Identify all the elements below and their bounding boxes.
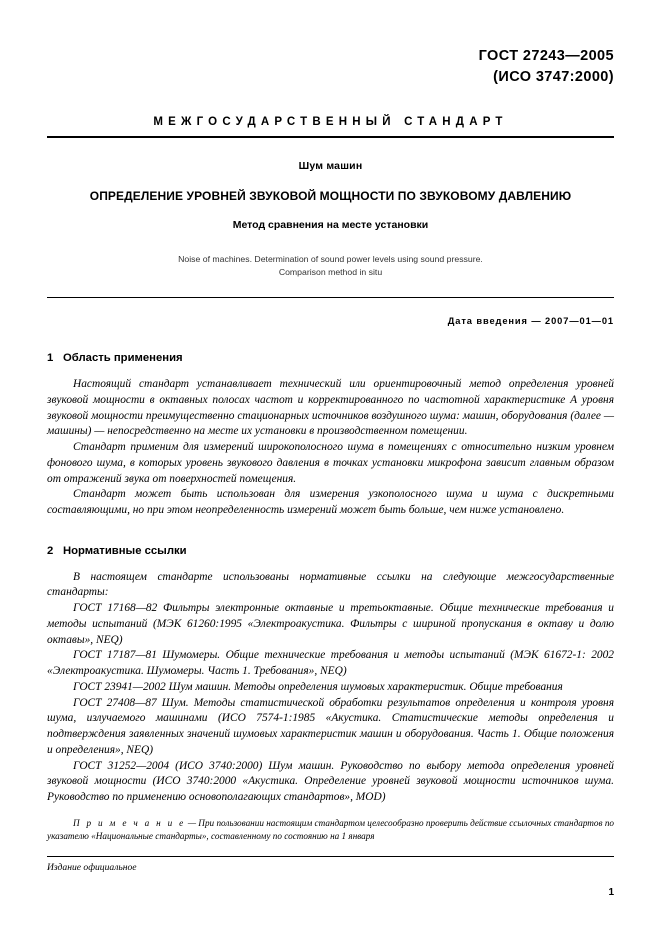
effective-date: Дата введения — 2007—01—01 (447, 316, 614, 327)
title-method: Метод сравнения на месте установки (232, 219, 429, 232)
paragraph: В настоящем стандарте использованы нормативные ссылки на следующие межгосударственные стандарты: (47, 570, 614, 599)
page-number: 1 (608, 887, 614, 898)
reference-item: ГОСТ 31252—2004 (ИСО 3740:2000) Шум машин. Руководство по выбору метода определения уровней звуковой мощности (ИСО 3740:2000 «Акустика. Определение уровней звуковой мощности источников шума. Руководство по применению основополагающих стандартов», MOD) (47, 759, 614, 804)
official-edition-label: Издание официальное (47, 862, 137, 873)
section-number-1: 1 (47, 352, 54, 365)
section-title-1: Область применения (63, 352, 183, 365)
paragraph: Стандарт может быть использован для измерения узкополосного шума и шума с дискретными составляющими, но при этом неопределенность измерений может быть больше, чем ниже установлено. (47, 488, 614, 516)
interstate-standard-banner: МЕЖГОСУДАРСТВЕННЫЙ СТАНДАРТ (153, 116, 508, 129)
title-block (47, 160, 614, 279)
title-english-line2: Comparison method in situ (278, 267, 383, 278)
title-subject: Шум машин (298, 160, 363, 173)
divider-thick (47, 136, 614, 138)
paragraph: Стандарт применим для измерений широкополосного шума в помещениях с относительно низким уровнем фонового шума, в которых уровень звукового давления в точках установки микрофона зависит главным образом от отражений звука от поверхностей помещения. (47, 441, 614, 485)
section-title-2: Нормативные ссылки (63, 544, 187, 557)
reference-item: ГОСТ 23941—2002 Шум машин. Методы определения шумовых характеристик. Общие требования (73, 680, 563, 693)
page-title: ОПРЕДЕЛЕНИЕ УРОВНЕЙ ЗВУКОВОЙ МОЩНОСТИ ПО ЗВУКОВОМУ ДАВЛЕНИЮ (89, 189, 572, 204)
section-number-2: 2 (47, 544, 54, 557)
standard-code-line2: (ИСО 3747:2000) (493, 69, 614, 86)
footer-divider (47, 856, 614, 857)
reference-item: ГОСТ 27408—87 Шум. Методы статистической обработки результатов определения и контроля уровня шума, излучаемого машинами (ИСО 7574-1:1985 «Акустика. Статистические методы определения и подтверждения заявленных значений шумовых характеристик машин и оборудования. Часть 1. Общие положения и определения», NEQ) (47, 696, 614, 756)
reference-item: ГОСТ 17168—82 Фильтры электронные октавные и третьоктавные. Общие технические требования и методы испытаний (МЭК 61260:1995 «Электроакустика. Фильтры с шириной пропускания в октаву и долю октавы», NEQ) (47, 602, 614, 646)
standard-code (47, 46, 614, 88)
section-heading-2 (47, 545, 614, 557)
note-text: — При пользовании настоящим стандартом целесообразно проверить действие ссылочных стандартов по указателю «Национальные стандарты», составленному по состоянию на 1 января (47, 817, 615, 842)
note-label: П р и м е ч а н и е (73, 817, 186, 828)
section-heading-1 (47, 352, 614, 364)
title-english-line1: Noise of machines. Determination of sound power levels using sound pressure. (178, 254, 483, 265)
title-english (47, 253, 614, 279)
divider-thin (47, 297, 614, 298)
standard-code-line1: ГОСТ 27243—2005 (478, 48, 614, 64)
paragraph: Настоящий стандарт устанавливает технический или ориентировочный метод определения уровней звуковой мощности в октавных полосах частот и корректированного по частотной характеристике А уровня звуковой мощности преимущественно стационарных источников воздушного шума: машин, оборудования (далее — машины) — непосредственно на месте их установки в производственном помещении. (47, 378, 614, 438)
note-block (47, 817, 614, 844)
reference-item: ГОСТ 17187—81 Шумомеры. Общие технические требования и методы испытаний (МЭК 61672-1: 2002 «Электроакустика. Шумомеры. Часть 1. Требования», NEQ) (47, 649, 614, 678)
page-content (47, 0, 614, 936)
